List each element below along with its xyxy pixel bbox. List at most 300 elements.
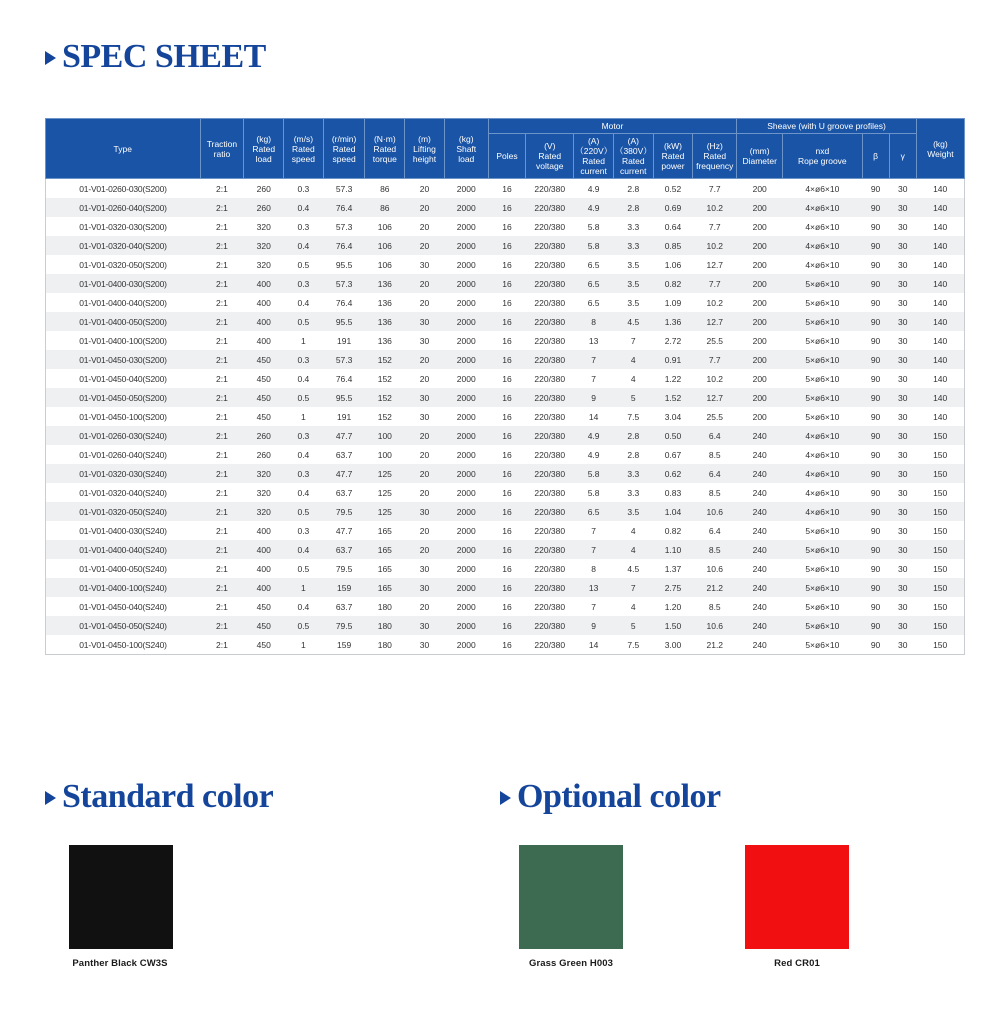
cell-shaft-load: 2000: [444, 350, 488, 369]
cell-weight: 150: [916, 559, 964, 578]
swatch-label: Red CR01: [774, 958, 820, 969]
cell-beta: 90: [862, 445, 889, 464]
cell-beta: 90: [862, 483, 889, 502]
cell-rated-power: 2.72: [653, 331, 693, 350]
cell-shaft-load: 2000: [444, 559, 488, 578]
cell-gamma: 30: [889, 578, 916, 597]
cell-current-220: 9: [574, 616, 614, 635]
triangle-bullet-icon: [45, 51, 56, 65]
cell-weight: 150: [916, 616, 964, 635]
cell-rated-frequency: 12.7: [693, 255, 737, 274]
cell-rated-voltage: 220/380: [526, 464, 574, 483]
cell-lifting-height: 30: [405, 407, 445, 426]
swatch-chip: [519, 845, 623, 949]
col-header-rated-voltage: (V) Rated voltage: [526, 134, 574, 179]
cell-rated-load: 400: [244, 521, 284, 540]
cell-weight: 150: [916, 540, 964, 559]
cell-type: 01-V01-0320-030(S240): [46, 464, 201, 483]
cell-current-220: 7: [574, 369, 614, 388]
cell-gamma: 30: [889, 483, 916, 502]
swatch-label: Grass Green H003: [529, 958, 613, 969]
table-row: [46, 464, 965, 483]
cell-rated-frequency: 7.7: [693, 350, 737, 369]
cell-rated-torque: 86: [365, 198, 405, 217]
cell-rated-load: 320: [244, 483, 284, 502]
cell-beta: 90: [862, 426, 889, 445]
cell-shaft-load: 2000: [444, 179, 488, 199]
cell-rated-voltage: 220/380: [526, 559, 574, 578]
cell-beta: 90: [862, 312, 889, 331]
cell-poles: 16: [488, 255, 526, 274]
cell-rope-groove: 4×ø6×10: [783, 236, 862, 255]
cell-traction-ratio: 2:1: [200, 483, 244, 502]
cell-beta: 90: [862, 616, 889, 635]
cell-current-220: 7: [574, 540, 614, 559]
cell-shaft-load: 2000: [444, 293, 488, 312]
cell-rated-speed-rmin: 76.4: [323, 198, 365, 217]
cell-current-380: 3.5: [613, 502, 653, 521]
cell-current-220: 6.5: [574, 502, 614, 521]
cell-gamma: 30: [889, 388, 916, 407]
cell-traction-ratio: 2:1: [200, 293, 244, 312]
spec-table-container: [45, 118, 965, 655]
cell-beta: 90: [862, 255, 889, 274]
cell-rated-power: 0.69: [653, 198, 693, 217]
group-header-motor: Motor: [488, 119, 737, 134]
cell-diameter: 200: [737, 274, 783, 293]
cell-diameter: 240: [737, 426, 783, 445]
cell-type: 01-V01-0320-030(S200): [46, 217, 201, 236]
cell-rated-power: 0.50: [653, 426, 693, 445]
cell-beta: 90: [862, 578, 889, 597]
cell-gamma: 30: [889, 293, 916, 312]
cell-rated-speed-ms: 0.4: [284, 445, 324, 464]
cell-rated-power: 0.52: [653, 179, 693, 199]
cell-diameter: 240: [737, 635, 783, 655]
cell-poles: 16: [488, 578, 526, 597]
standard-color-title: [45, 778, 273, 816]
cell-weight: 150: [916, 502, 964, 521]
cell-diameter: 240: [737, 502, 783, 521]
cell-rated-power: 0.64: [653, 217, 693, 236]
cell-current-220: 4.9: [574, 179, 614, 199]
col-header-rated-torque: (N·m) Rated torque: [365, 119, 405, 179]
cell-rated-torque: 125: [365, 502, 405, 521]
cell-traction-ratio: 2:1: [200, 407, 244, 426]
cell-lifting-height: 20: [405, 540, 445, 559]
col-header-current-220: (A) （220V） Rated current: [574, 134, 614, 179]
cell-lifting-height: 20: [405, 274, 445, 293]
cell-rated-torque: 152: [365, 407, 405, 426]
cell-rope-groove: 5×ø6×10: [783, 521, 862, 540]
cell-current-220: 5.8: [574, 236, 614, 255]
cell-shaft-load: 2000: [444, 426, 488, 445]
cell-type: 01-V01-0260-030(S200): [46, 179, 201, 199]
cell-lifting-height: 20: [405, 350, 445, 369]
cell-beta: 90: [862, 388, 889, 407]
cell-beta: 90: [862, 559, 889, 578]
cell-weight: 150: [916, 597, 964, 616]
cell-traction-ratio: 2:1: [200, 274, 244, 293]
cell-lifting-height: 20: [405, 179, 445, 199]
cell-rated-voltage: 220/380: [526, 350, 574, 369]
col-header-rated-speed-ms: (m/s) Rated speed: [284, 119, 324, 179]
cell-current-380: 5: [613, 388, 653, 407]
cell-poles: 16: [488, 635, 526, 655]
cell-poles: 16: [488, 369, 526, 388]
cell-rated-voltage: 220/380: [526, 274, 574, 293]
cell-lifting-height: 20: [405, 293, 445, 312]
cell-rated-torque: 165: [365, 521, 405, 540]
cell-rated-load: 260: [244, 426, 284, 445]
cell-rated-speed-ms: 0.5: [284, 312, 324, 331]
cell-current-220: 6.5: [574, 255, 614, 274]
cell-current-380: 4.5: [613, 559, 653, 578]
cell-type: 01-V01-0450-040(S240): [46, 597, 201, 616]
cell-rated-load: 400: [244, 274, 284, 293]
cell-rated-frequency: 7.7: [693, 274, 737, 293]
cell-rope-groove: 5×ø6×10: [783, 369, 862, 388]
cell-current-380: 3.3: [613, 464, 653, 483]
cell-current-220: 4.9: [574, 445, 614, 464]
cell-rated-power: 1.10: [653, 540, 693, 559]
table-row: [46, 255, 965, 274]
cell-rated-torque: 136: [365, 293, 405, 312]
cell-gamma: 30: [889, 255, 916, 274]
cell-rated-frequency: 8.5: [693, 483, 737, 502]
cell-lifting-height: 20: [405, 426, 445, 445]
cell-rated-power: 1.22: [653, 369, 693, 388]
col-header-rated-speed-rmin: (r/min) Rated speed: [323, 119, 365, 179]
cell-rated-power: 1.06: [653, 255, 693, 274]
cell-gamma: 30: [889, 198, 916, 217]
col-header-rated-frequency: (Hz) Rated frequency: [693, 134, 737, 179]
cell-lifting-height: 20: [405, 236, 445, 255]
cell-rated-load: 450: [244, 597, 284, 616]
cell-rope-groove: 5×ø6×10: [783, 388, 862, 407]
cell-current-380: 7: [613, 331, 653, 350]
spec-table-body: [46, 179, 965, 655]
cell-shaft-load: 2000: [444, 198, 488, 217]
cell-current-380: 2.8: [613, 198, 653, 217]
cell-beta: 90: [862, 198, 889, 217]
cell-rated-load: 400: [244, 293, 284, 312]
cell-current-220: 14: [574, 635, 614, 655]
cell-rope-groove: 5×ø6×10: [783, 578, 862, 597]
cell-diameter: 240: [737, 597, 783, 616]
cell-current-220: 5.8: [574, 483, 614, 502]
cell-traction-ratio: 2:1: [200, 578, 244, 597]
cell-gamma: 30: [889, 464, 916, 483]
cell-gamma: 30: [889, 179, 916, 199]
table-row: [46, 293, 965, 312]
cell-traction-ratio: 2:1: [200, 521, 244, 540]
cell-poles: 16: [488, 179, 526, 199]
cell-weight: 140: [916, 312, 964, 331]
cell-diameter: 200: [737, 312, 783, 331]
cell-rated-load: 400: [244, 312, 284, 331]
cell-current-220: 4.9: [574, 198, 614, 217]
cell-current-380: 7.5: [613, 635, 653, 655]
cell-shaft-load: 2000: [444, 388, 488, 407]
cell-rated-frequency: 6.4: [693, 521, 737, 540]
cell-weight: 150: [916, 635, 964, 655]
cell-rated-torque: 100: [365, 426, 405, 445]
cell-rope-groove: 5×ø6×10: [783, 559, 862, 578]
cell-type: 01-V01-0320-040(S240): [46, 483, 201, 502]
cell-current-220: 6.5: [574, 274, 614, 293]
cell-current-380: 3.3: [613, 483, 653, 502]
cell-poles: 16: [488, 312, 526, 331]
cell-rated-power: 0.82: [653, 521, 693, 540]
cell-rope-groove: 5×ø6×10: [783, 293, 862, 312]
cell-rope-groove: 5×ø6×10: [783, 597, 862, 616]
cell-gamma: 30: [889, 502, 916, 521]
col-header-poles: Poles: [488, 134, 526, 179]
cell-beta: 90: [862, 635, 889, 655]
cell-type: 01-V01-0450-100(S200): [46, 407, 201, 426]
cell-poles: 16: [488, 540, 526, 559]
table-row: [46, 407, 965, 426]
cell-rated-torque: 125: [365, 464, 405, 483]
cell-rated-power: 0.85: [653, 236, 693, 255]
cell-rope-groove: 4×ø6×10: [783, 179, 862, 199]
cell-type: 01-V01-0400-050(S200): [46, 312, 201, 331]
cell-rope-groove: 4×ø6×10: [783, 426, 862, 445]
cell-rated-speed-ms: 1: [284, 331, 324, 350]
cell-traction-ratio: 2:1: [200, 540, 244, 559]
table-row: [46, 578, 965, 597]
cell-rated-frequency: 10.2: [693, 293, 737, 312]
cell-diameter: 240: [737, 521, 783, 540]
cell-weight: 140: [916, 198, 964, 217]
cell-rated-torque: 136: [365, 274, 405, 293]
cell-shaft-load: 2000: [444, 521, 488, 540]
cell-rated-voltage: 220/380: [526, 426, 574, 445]
col-header-lifting-height: (m) Lifting height: [405, 119, 445, 179]
cell-rated-load: 260: [244, 179, 284, 199]
cell-lifting-height: 20: [405, 369, 445, 388]
cell-traction-ratio: 2:1: [200, 388, 244, 407]
cell-rated-speed-rmin: 47.7: [323, 426, 365, 445]
cell-rated-voltage: 220/380: [526, 407, 574, 426]
cell-rated-load: 450: [244, 635, 284, 655]
cell-poles: 16: [488, 350, 526, 369]
group-header-sheave: Sheave (with U groove profiles): [737, 119, 917, 134]
cell-traction-ratio: 2:1: [200, 616, 244, 635]
cell-diameter: 200: [737, 236, 783, 255]
color-swatch-panther-black: [69, 845, 173, 969]
cell-rope-groove: 4×ø6×10: [783, 464, 862, 483]
cell-rated-power: 0.91: [653, 350, 693, 369]
cell-gamma: 30: [889, 236, 916, 255]
cell-weight: 140: [916, 388, 964, 407]
cell-rated-speed-ms: 1: [284, 578, 324, 597]
cell-gamma: 30: [889, 274, 916, 293]
cell-rated-frequency: 10.6: [693, 559, 737, 578]
cell-lifting-height: 30: [405, 388, 445, 407]
cell-shaft-load: 2000: [444, 331, 488, 350]
cell-rated-power: 0.83: [653, 483, 693, 502]
cell-lifting-height: 30: [405, 616, 445, 635]
cell-rated-power: 1.37: [653, 559, 693, 578]
cell-rated-power: 0.62: [653, 464, 693, 483]
col-header-traction-ratio: Traction ratio: [200, 119, 244, 179]
cell-rated-frequency: 21.2: [693, 635, 737, 655]
table-row: [46, 559, 965, 578]
cell-traction-ratio: 2:1: [200, 635, 244, 655]
cell-current-380: 7: [613, 578, 653, 597]
table-row: [46, 483, 965, 502]
cell-lifting-height: 30: [405, 331, 445, 350]
cell-shaft-load: 2000: [444, 540, 488, 559]
cell-current-380: 3.3: [613, 236, 653, 255]
cell-rated-load: 450: [244, 616, 284, 635]
cell-shaft-load: 2000: [444, 483, 488, 502]
swatch-chip: [69, 845, 173, 949]
col-header-diameter: (mm) Diameter: [737, 134, 783, 179]
cell-beta: 90: [862, 521, 889, 540]
cell-traction-ratio: 2:1: [200, 179, 244, 199]
col-header-type: Type: [46, 119, 201, 179]
cell-rated-load: 320: [244, 236, 284, 255]
cell-lifting-height: 20: [405, 464, 445, 483]
cell-current-380: 3.3: [613, 217, 653, 236]
cell-lifting-height: 30: [405, 635, 445, 655]
cell-rated-torque: 86: [365, 179, 405, 199]
cell-rated-load: 450: [244, 350, 284, 369]
cell-rated-power: 3.00: [653, 635, 693, 655]
cell-gamma: 30: [889, 597, 916, 616]
cell-current-380: 4: [613, 521, 653, 540]
cell-shaft-load: 2000: [444, 635, 488, 655]
cell-rated-load: 400: [244, 331, 284, 350]
cell-rated-power: 2.75: [653, 578, 693, 597]
cell-poles: 16: [488, 217, 526, 236]
cell-lifting-height: 30: [405, 312, 445, 331]
cell-lifting-height: 20: [405, 521, 445, 540]
cell-type: 01-V01-0400-040(S200): [46, 293, 201, 312]
cell-rated-voltage: 220/380: [526, 236, 574, 255]
color-swatch-grass-green: [519, 845, 623, 969]
cell-rated-speed-ms: 0.3: [284, 274, 324, 293]
cell-weight: 140: [916, 407, 964, 426]
cell-gamma: 30: [889, 312, 916, 331]
cell-rated-speed-ms: 1: [284, 407, 324, 426]
table-row: [46, 236, 965, 255]
cell-traction-ratio: 2:1: [200, 369, 244, 388]
cell-rated-frequency: 21.2: [693, 578, 737, 597]
cell-poles: 16: [488, 198, 526, 217]
table-row: [46, 521, 965, 540]
cell-gamma: 30: [889, 521, 916, 540]
cell-shaft-load: 2000: [444, 312, 488, 331]
cell-lifting-height: 20: [405, 217, 445, 236]
cell-weight: 150: [916, 464, 964, 483]
cell-rated-speed-ms: 0.5: [284, 616, 324, 635]
cell-rope-groove: 4×ø6×10: [783, 445, 862, 464]
cell-rated-voltage: 220/380: [526, 217, 574, 236]
cell-shaft-load: 2000: [444, 502, 488, 521]
cell-gamma: 30: [889, 350, 916, 369]
cell-weight: 150: [916, 483, 964, 502]
cell-traction-ratio: 2:1: [200, 217, 244, 236]
cell-rated-speed-rmin: 95.5: [323, 312, 365, 331]
cell-poles: 16: [488, 236, 526, 255]
cell-rated-voltage: 220/380: [526, 331, 574, 350]
cell-diameter: 200: [737, 179, 783, 199]
cell-rated-speed-ms: 1: [284, 635, 324, 655]
cell-rated-frequency: 10.6: [693, 502, 737, 521]
cell-rated-torque: 180: [365, 635, 405, 655]
cell-rated-speed-ms: 0.3: [284, 464, 324, 483]
cell-gamma: 30: [889, 426, 916, 445]
cell-rated-power: 1.36: [653, 312, 693, 331]
cell-rated-torque: 152: [365, 388, 405, 407]
header-row-groups: [46, 119, 965, 134]
cell-rated-voltage: 220/380: [526, 312, 574, 331]
cell-rated-power: 1.20: [653, 597, 693, 616]
cell-rope-groove: 4×ø6×10: [783, 255, 862, 274]
cell-rated-speed-ms: 0.3: [284, 521, 324, 540]
cell-shaft-load: 2000: [444, 597, 488, 616]
cell-rated-speed-ms: 0.3: [284, 217, 324, 236]
cell-weight: 140: [916, 255, 964, 274]
cell-rated-voltage: 220/380: [526, 483, 574, 502]
cell-poles: 16: [488, 483, 526, 502]
table-row: [46, 597, 965, 616]
cell-shaft-load: 2000: [444, 578, 488, 597]
table-row: [46, 635, 965, 655]
cell-rated-speed-rmin: 47.7: [323, 521, 365, 540]
cell-rated-speed-rmin: 76.4: [323, 236, 365, 255]
optional-color-title-text: Optional color: [517, 778, 721, 815]
cell-weight: 140: [916, 293, 964, 312]
cell-gamma: 30: [889, 635, 916, 655]
cell-shaft-load: 2000: [444, 255, 488, 274]
cell-beta: 90: [862, 217, 889, 236]
cell-poles: 16: [488, 521, 526, 540]
cell-type: 01-V01-0260-040(S240): [46, 445, 201, 464]
cell-lifting-height: 30: [405, 559, 445, 578]
cell-rated-speed-ms: 0.5: [284, 559, 324, 578]
cell-current-220: 7: [574, 350, 614, 369]
cell-current-380: 4: [613, 369, 653, 388]
cell-poles: 16: [488, 388, 526, 407]
cell-rated-speed-ms: 0.4: [284, 540, 324, 559]
cell-poles: 16: [488, 331, 526, 350]
cell-weight: 150: [916, 578, 964, 597]
cell-beta: 90: [862, 369, 889, 388]
cell-rated-power: 0.82: [653, 274, 693, 293]
triangle-bullet-icon: [500, 791, 511, 805]
cell-weight: 140: [916, 179, 964, 199]
cell-traction-ratio: 2:1: [200, 426, 244, 445]
cell-lifting-height: 20: [405, 597, 445, 616]
cell-rope-groove: 5×ø6×10: [783, 616, 862, 635]
cell-beta: 90: [862, 597, 889, 616]
cell-traction-ratio: 2:1: [200, 198, 244, 217]
cell-rated-frequency: 8.5: [693, 597, 737, 616]
cell-current-220: 5.8: [574, 464, 614, 483]
cell-rated-frequency: 25.5: [693, 407, 737, 426]
cell-gamma: 30: [889, 331, 916, 350]
cell-rated-speed-ms: 0.5: [284, 388, 324, 407]
cell-diameter: 240: [737, 464, 783, 483]
cell-current-220: 4.9: [574, 426, 614, 445]
cell-current-220: 6.5: [574, 293, 614, 312]
cell-type: 01-V01-0320-040(S200): [46, 236, 201, 255]
